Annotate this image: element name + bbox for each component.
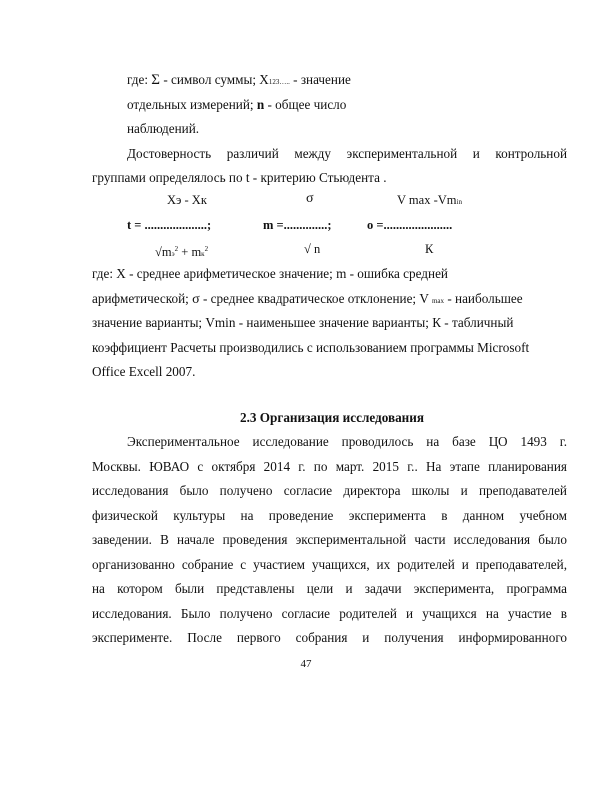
fraction-bar-dots: ..............; <box>283 218 332 232</box>
sqrt-symbol: √ <box>155 245 162 260</box>
t-label: t <box>127 218 132 232</box>
fraction-bar-dots: ...................... <box>383 218 453 232</box>
text-fragment: V max -Vm <box>397 193 457 207</box>
paragraph-line: Москвы. ЮВАО с октября 2014 г. по март. 2015 г.. На этапе планирования <box>92 459 567 474</box>
text-fragment: - символ суммы; X <box>160 72 269 87</box>
o-formula-numerator <box>397 192 462 210</box>
t-formula-line <box>127 217 211 233</box>
m-label: m <box>263 218 274 232</box>
o-label: o <box>367 218 374 232</box>
text-fragment: - наибольшее <box>444 291 523 306</box>
o-formula-denominator: К <box>425 242 434 256</box>
definitions-line-5: Office Excell 2007. <box>92 364 196 379</box>
sigma-symbol: Σ <box>151 72 161 88</box>
t-formula-denominator <box>155 241 208 262</box>
paragraph-line: исследования. Было получено согласие родителей и учащихся на участие в <box>92 606 567 621</box>
definitions-line-4: коэффициент Расчеты производились с использованием программы Microsoft <box>92 340 530 355</box>
paragraph-line: эксперименте. После первого собрания и получения информированного <box>92 630 567 645</box>
n-symbol: n <box>256 97 265 112</box>
superscript: 2 <box>174 245 179 253</box>
definitions-intro-line-2 <box>127 97 346 113</box>
definitions-line-2 <box>92 291 523 309</box>
subscript: к <box>201 250 205 259</box>
subscript: max <box>431 297 445 305</box>
fraction-bar-dots: ....................; <box>144 218 212 232</box>
text-fragment: m <box>191 245 202 260</box>
paragraph-line: на котором были представлены цели и задачи эксперимента, программа <box>92 581 567 596</box>
x-subscript: 123….. <box>268 78 290 86</box>
section-heading: 2.3 Организация исследования <box>239 410 425 425</box>
paragraph-line: физической культуры на проведение эксперимента в данном учебном <box>92 508 567 523</box>
paragraph-line: Экспериментальное исследование проводилось на базе ЦО 1493 г. <box>127 434 567 449</box>
page-number: 47 <box>300 658 312 670</box>
text-fragment: - значение <box>289 72 351 87</box>
definitions-intro-line-1 <box>127 72 351 90</box>
m-formula-numerator: σ <box>306 191 314 206</box>
plus-sign: + <box>178 245 192 260</box>
superscript: 2 <box>204 245 209 253</box>
equals-sign: = <box>373 218 384 232</box>
sigma-symbol: σ <box>192 292 200 307</box>
reliability-paragraph-line-1: Достоверность различий между экспериментальной и контрольной <box>127 146 567 161</box>
text-fragment: m <box>161 245 172 260</box>
paragraph-line: организованно собрание с участием учащихся, их родителей и преподавателей, <box>92 557 567 572</box>
subscript: э <box>171 250 175 259</box>
equals-sign: = <box>273 218 284 232</box>
equals-sign: = <box>131 218 145 232</box>
t-formula-numerator: Xэ - Xк <box>167 193 207 207</box>
text-fragment: - общее число <box>264 97 347 112</box>
o-formula-line <box>367 217 452 233</box>
definitions-intro-line-3: наблюдений. <box>127 121 200 136</box>
paragraph-line: исследования было получено согласие директора школы и преподавателей <box>92 483 567 498</box>
subscript: in <box>456 198 462 206</box>
text-fragment: - среднее квадратическое отклонение; V <box>199 291 432 306</box>
text-fragment: арифметической; <box>92 291 193 306</box>
reliability-paragraph-line-2: группами определялось по t - критерию Стьюдента . <box>92 170 387 185</box>
m-formula-line <box>263 217 332 233</box>
text-fragment: где: <box>127 72 152 87</box>
paragraph-line: заведении. В начале проведения экспериментальной части исследования было <box>92 532 567 547</box>
definitions-line-3: значение варианты; Vmin - наименьшее значение варианты; К - табличный <box>92 315 514 330</box>
text-fragment: отдельных измерений; <box>127 97 257 112</box>
definitions-line-1: где: X - среднее арифметическое значение; m - ошибка средней <box>92 266 448 281</box>
m-formula-denominator: √ n <box>304 242 321 256</box>
